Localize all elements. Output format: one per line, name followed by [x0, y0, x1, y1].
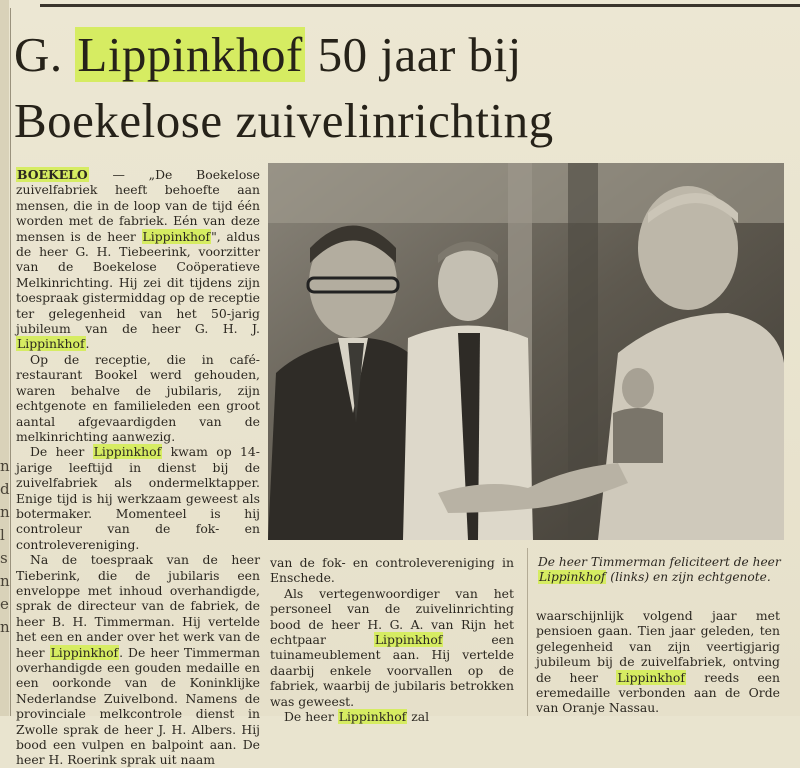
edge-fragment: n — [0, 457, 10, 475]
text-run: Als vertegenwoordiger van het personeel van de zuivelinrichting bood de heer H. G. A. van Rijn het echtpaar — [270, 585, 514, 648]
name-highlight: Lippinkhof — [617, 669, 685, 685]
text-run: — „De Boekelose zuivelfabriek heeft behoefte aan mensen, die in de loop van de tijd één worden met de fabriek. Eén van deze mensen is de heer — [16, 167, 260, 244]
top-rule — [40, 4, 800, 7]
article-paragraph — [536, 608, 780, 716]
article-column-3 — [536, 608, 780, 716]
text-run: De heer — [284, 709, 338, 725]
edge-fragment: n — [0, 618, 10, 636]
article-paragraph — [270, 709, 514, 724]
text-run: De heer — [30, 444, 93, 460]
text-run: waarschijnlijk volgend jaar met pensioen gaan. Tien jaar geleden, ten gelegenheid van zijn veertigjarig jubileum bij de zuivelfabriek, ontving de heer — [536, 608, 780, 685]
column-rule — [10, 8, 11, 716]
edge-fragment: s — [0, 549, 8, 567]
article-paragraph: Op de receptie, die in café-restaurant Bookel werd gehouden, waren behalve de jubilaris, zijn echtgenote en familieleden een groot aantal afgevaardigden van de melkinrichting aanwezig. — [16, 351, 260, 444]
text-run: . — [85, 336, 90, 352]
edge-fragment: d — [0, 480, 10, 498]
headline-line-2: Boekelose zuivelinrichting — [14, 93, 554, 148]
name-highlight: Lippinkhof — [17, 336, 85, 352]
dateline: BOEKELO — [17, 167, 88, 182]
article-paragraph — [16, 167, 260, 352]
text-run: (links) en zijn echtgenote. — [606, 570, 771, 585]
text-run: kwam op 14-jarige leeftijd in dienst bij de zuivelfabriek als ondermelktapper. Enige tijd is hij werkzaam geweest als botermaker. Momenteel is hij controleur van de fok- en controlevereniging. — [16, 444, 260, 552]
text-run: reeds een eremedaille verbonden aan de Orde van Oranje Nassau. — [536, 669, 780, 716]
headline-line-1 — [14, 27, 522, 82]
headline-initial: G. — [14, 27, 63, 82]
name-highlight: Lippinkhof — [374, 632, 443, 648]
edge-fragment: l — [0, 526, 5, 544]
photo-caption — [538, 555, 784, 586]
text-run: ", aldus de heer G. H. Tiebeerink, voorzitter van de Boekelose Coöperatieve Melkinrichting. Hij zei dit tijdens zijn toespraak gistermiddag op de receptie ter gelegenheid van het 50-jarig jubileum van de heer G. H. J. — [16, 228, 260, 337]
article-column-1 — [16, 167, 260, 768]
news-photo — [268, 163, 784, 540]
name-highlight: Lippinkhof — [142, 228, 211, 244]
name-highlight: Lippinkhof — [93, 444, 162, 460]
adjacent-column-fragments — [0, 455, 9, 639]
text-run: De heer Timmerman feliciteert de heer — [538, 555, 781, 569]
text-run: Na de toespraak van de heer Tieberink, die de jubilaris een enveloppe met inhoud overhandigde, sprak de directeur van de fabriek, de heer B. H. Timmerman. Hij vertelde het een en ander over het werk van de heer — [16, 552, 260, 660]
headline-name-highlight: Lippinkhof — [77, 27, 303, 82]
article-paragraph — [16, 552, 260, 768]
name-highlight: Lippinkhof — [338, 709, 407, 725]
article-paragraph — [16, 444, 260, 552]
column-separator — [527, 548, 528, 716]
edge-fragment: n — [0, 503, 10, 521]
name-highlight: Lippinkhof — [50, 644, 119, 660]
article-paragraph: van de fok- en controlevereniging in Enschede. — [270, 555, 514, 586]
text-run: zal — [407, 709, 430, 725]
edge-fragment: e — [0, 595, 9, 613]
article-paragraph — [270, 586, 514, 709]
article-column-2 — [270, 555, 514, 724]
text-run: . De heer Timmerman overhandigde een gouden medaille en een oorkonde van de Koninklijke Nederlandse Zuivelbond. Namens de provinciale melkcontrole dienst in Zwolle sprak de heer J. H. Albers. Hij bood een vulpen en balpoint aan. De heer H. Roerink sprak uit naam — [16, 644, 260, 768]
headline-suffix: 50 jaar bij — [317, 27, 522, 82]
text-run: een tuinameublement aan. Hij vertelde daarbij enkele voorvallen op de fabriek, waarbij de jubilaris betrokken was geweest. — [270, 632, 514, 709]
photo-illustration — [268, 163, 784, 540]
edge-fragment: n — [0, 572, 10, 590]
name-highlight: Lippinkhof — [539, 570, 606, 585]
